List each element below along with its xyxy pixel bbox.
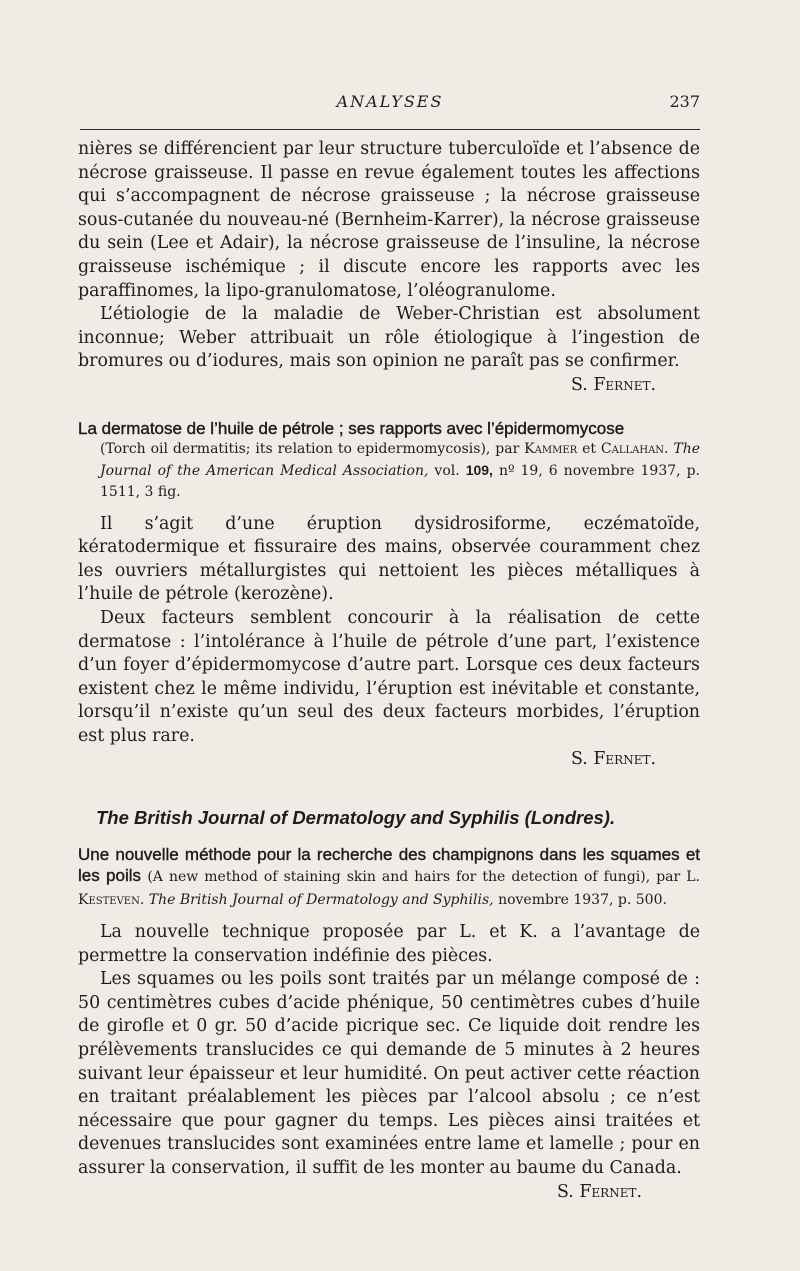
paragraph: L’étiologie de la maladie de Weber-Christian est absolument inconnue; Weber attribuait un rôle étiologique à l’ingestion de bromures ou d’iodures, mais son opinion ne paraît pas se confirmer. bbox=[78, 304, 700, 372]
signature: S. Fernet. bbox=[570, 374, 656, 395]
author-name: Kesteven. bbox=[78, 892, 145, 909]
article-title: Une nouvelle méthode pour la recherche des champignons dans les squames et les poils bbox=[78, 845, 700, 886]
paragraph: Il s’agit d’une éruption dysidrosiforme, eczématoïde, kératodermique et fissuraire des mains, observée couramment chez les ouvriers métallurgistes qui nettoient les pièces métalliques à l’huile de pétrole (kerozène). bbox=[78, 513, 700, 605]
author-name: Callahan. bbox=[600, 440, 669, 457]
article-reference bbox=[78, 869, 700, 908]
signature: S. Fernet. bbox=[556, 1181, 642, 1202]
reference-text: nº 19, 6 novembre 1937, p. 1511, 3 fig. bbox=[100, 462, 701, 500]
paragraph: nières se différencient par leur structure tuberculoïde et l’absence de nécrose graisseuse. Il passe en revue également toutes les affections qui s’accompagnent de nécrose graisseuse ; la nécrose graisseuse sous-cutanée du nouveau-né (Bernheim-Karrer), la nécrose graisseuse du sein (Lee et Adair), la nécrose graisseuse de l’insuline, la nécrose graisseuse ischémique ; il discute encore les rapports avec les paraffinomes, la lipo-granulomatose, l’oléogranulome. bbox=[78, 139, 700, 301]
paragraph: La nouvelle technique proposée par L. et K. a l’avantage de permettre la conservation indéfinie des pièces. bbox=[78, 922, 700, 966]
volume-number: 109, bbox=[465, 461, 493, 478]
journal-name: The Journal of the American Medical Association, bbox=[100, 440, 701, 479]
paragraph-text: Les squames ou les poils sont traités par un mélange composé de : 50 centimètres cubes d’acide phénique, 50 centimètres cubes d’huile de girofle et 0 gr. 50 d’acide picrique sec. Ce liquide doit rendre les prélèvements translucides ce qui demande de 5 minutes à 2 heures suivant leur épaisseur et leur humidité. On peut activer cette réaction en traitant préalablement les pièces par l’alcool absolu ; ce n’est nécessaire que pour gagner du temps. Les pièces ainsi traitées et devenues translucides sont examinées entre lame et lamelle ; pour en assurer la conservation, il suffit de les monter au baume du Canada. bbox=[78, 969, 700, 1178]
reference-text: novembre 1937, p. 500. bbox=[498, 892, 667, 909]
article-title: La dermatose de l’huile de pétrole ; ses rapports avec l’épidermomycose bbox=[78, 418, 625, 438]
page-number: 237 bbox=[669, 92, 700, 111]
author-name: Kammer bbox=[524, 440, 578, 457]
paragraph: Deux facteurs semblent concourir à la réalisation de cette dermatose : l’intolérance à l’huile de pétrole d’une part, l’existence d’un foyer d’épidermomycose d’autre part. Lorsque ces deux facteurs existent chez le même individu, l’éruption est inévitable et constante, lorsqu’il n’existe qu’un seul des deux facteurs morbides, l’éruption est plus rare. bbox=[78, 607, 700, 746]
paragraph bbox=[78, 968, 700, 1202]
reference-text: et bbox=[582, 440, 596, 457]
article-reference bbox=[78, 439, 700, 503]
header-rule bbox=[80, 129, 700, 130]
reference-text: vol. bbox=[434, 462, 460, 479]
article-heading bbox=[78, 418, 700, 503]
article-heading bbox=[78, 844, 700, 911]
page-header bbox=[80, 92, 700, 116]
page-content bbox=[78, 138, 700, 1204]
reference-text: (Torch oil dermatitis; its relation to epidermomycosis), par bbox=[100, 440, 520, 457]
signature: S. Fernet. bbox=[570, 749, 656, 770]
journal-name: The British Journal of Dermatology and Syphilis, bbox=[148, 892, 494, 909]
reference-text: (A new method of staining skin and hairs for the detection of fungi), par L. bbox=[147, 869, 700, 886]
journal-section-title: The British Journal of Dermatology and Syphilis (Londres). bbox=[96, 807, 616, 829]
running-title: ANALYSES bbox=[336, 92, 444, 111]
